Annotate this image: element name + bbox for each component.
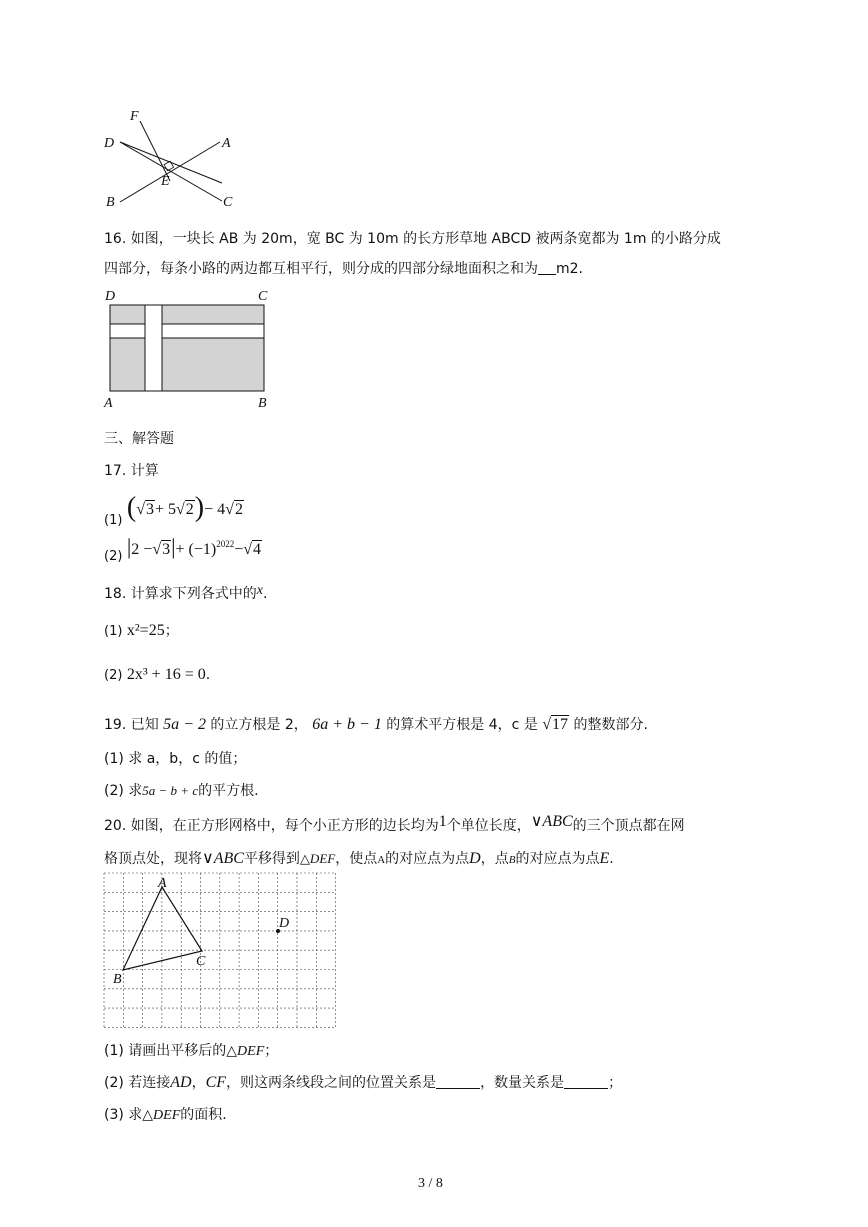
line-dc [120, 142, 222, 201]
q20-l1-a: 20. 如图，在正方形网格中，每个小正方形的边长均为 [104, 818, 439, 834]
label-a: A [104, 396, 113, 411]
q19-part1: (1) 求 a，b，c 的值； [104, 751, 247, 767]
q19-expr2: 6a + b − 1 [312, 716, 382, 733]
q20-s3-pre: (3) 求 [104, 1107, 143, 1123]
q20-s2-mid2: ，数量关系是 [480, 1075, 565, 1091]
q18-eq2: 2x³ + 16 = 0 [126, 666, 206, 683]
q20-l2-c: ，使点 [335, 851, 378, 867]
q20-l2-def: △DEF [299, 851, 336, 866]
q18-title-text: 18. 计算求下列各式中的 [104, 586, 257, 602]
q20-s2-ad: AD [170, 1074, 192, 1091]
q18-eq2-end: . [205, 667, 211, 683]
label-d: D [279, 916, 290, 931]
q20-s1-pre: (1) 请画出平移后的 [104, 1043, 227, 1059]
q20-l1-c: 的三个顶点都在网 [572, 818, 685, 834]
q16-line2 [104, 258, 583, 278]
page-number: 3 / 8 [418, 1176, 443, 1191]
q20-l1-b: 个单位长度， [446, 818, 531, 834]
figure-20-grid [104, 873, 336, 1028]
q20-s3-def: △DEF [142, 1108, 181, 1123]
sqrt17: 17 [552, 716, 569, 733]
q20-part3 [104, 1104, 227, 1124]
q20-part1 [104, 1040, 278, 1060]
figure-16-lawn [100, 285, 275, 410]
q17-part1: (1) (√3+ 5√2)− 4√2 [104, 492, 243, 528]
q19-part2-expr: 5a − b + c [142, 783, 199, 798]
label-b: B [113, 972, 122, 987]
q20-l2-b: 平移得到 [243, 851, 300, 867]
label-d: D [105, 289, 116, 304]
path-vertical [145, 305, 162, 391]
q19-expr1: 5a − 2 [163, 716, 206, 733]
path-horizontal [110, 324, 264, 338]
q17-e2-a: 2 − [131, 541, 153, 558]
q20-l2-pointe: E [599, 850, 610, 867]
q17-exponent: 2022 [216, 539, 235, 549]
q20-l2-g: . [609, 851, 614, 867]
sqrt2-a: 2 [185, 501, 194, 518]
q20-l2-pointd: D [469, 850, 481, 867]
q18-eq1-end: ； [164, 623, 179, 639]
q20-l2-f: 的对应点为点 [515, 851, 600, 867]
q19-t1: 的立方根是 2， [210, 717, 308, 733]
q17-e1-b: + 5 [154, 501, 177, 518]
q20-s2-comma: ， [191, 1075, 206, 1091]
q19-part2 [104, 780, 259, 800]
q20-s3-post: 的面积. [180, 1107, 227, 1123]
q20-l2-e: ，点 [480, 851, 509, 867]
q18-title [104, 583, 267, 603]
q17-part2-label: (2) [104, 549, 123, 564]
q20-s2-pre: (2) 若连接 [104, 1075, 171, 1091]
sqrt2-b: 2 [234, 501, 243, 518]
q20-line2 [104, 848, 614, 868]
triangle-abc [123, 887, 202, 970]
q18-title-end: . [262, 586, 268, 602]
q20-quantity-blank[interactable] [564, 1074, 608, 1089]
q19-part2-post: 的平方根. [198, 783, 259, 799]
q17-e2-d: − [234, 541, 244, 558]
label-a: A [222, 136, 231, 151]
q16-line1: 16. 如图，一块长 AB 为 20m，宽 BC 为 10m 的长方形草地 ABCD 被两条宽都为 1m 的小路分成 [104, 231, 721, 247]
label-d: D [104, 136, 115, 151]
q20-position-blank[interactable] [436, 1074, 480, 1089]
label-c: C [223, 195, 233, 210]
q20-s2-mid: ，则这两条线段之间的位置关系是 [226, 1075, 437, 1091]
q20-s2-post: ； [608, 1075, 623, 1091]
q20-l2-a: 格顶点处，现将 [104, 851, 202, 867]
label-f: F [130, 109, 139, 124]
q17-e2-c: + (−1) [175, 541, 217, 558]
grid-lines [104, 873, 336, 1027]
label-c: C [196, 954, 206, 969]
q20-s1-post: ； [264, 1043, 279, 1059]
sqrt4: 4 [253, 541, 262, 558]
q16-line2-unit: m2. [556, 261, 583, 277]
q19-t2: 的算术平方根是 4，c 是 [386, 717, 538, 733]
q18-part1 [104, 620, 179, 640]
q19-statement: 19. 已知 5a − 2 的立方根是 2， 6a + b − 1 的算术平方根是 4，c 是 √17 的整数部分. [104, 716, 648, 733]
sqrt3: 3 [145, 501, 154, 518]
q17-part1-label: (1) [104, 513, 123, 528]
q17-e1-d: − 4 [204, 501, 226, 518]
figure-15-intersecting-lines [100, 105, 240, 210]
q20-l2-pointb: B [508, 854, 516, 866]
sqrt3-b: 3 [162, 541, 171, 558]
lawn-outline [110, 305, 264, 391]
label-b: B [106, 195, 115, 210]
q20-s1-def: △DEF [226, 1044, 265, 1059]
label-e: E [161, 174, 170, 189]
label-a: A [158, 876, 167, 891]
path-cross-fill [146, 325, 162, 338]
q20-line1 [104, 815, 685, 835]
q20-l2-pointa: A [377, 854, 386, 866]
q18-var: x [256, 583, 263, 598]
q20-l2-d: 的对应点为点 [385, 851, 470, 867]
q20-l2-tri: ∨ABC [202, 850, 244, 867]
label-b: B [258, 396, 267, 411]
q16-line2-text: 四部分，每条小路的两边都互相平行，则分成的四部分绿地面积之和为 [104, 261, 538, 277]
q20-l1-one: 1 [438, 813, 447, 830]
q16-answer-blank[interactable] [538, 260, 556, 275]
q20-s2-cf: CF [205, 1074, 227, 1091]
q19-t3: 的整数部分. [573, 717, 648, 733]
q18-eq1: x²=25 [126, 622, 165, 639]
q20-l1-tri: ∨ABC [530, 813, 573, 830]
q18-part1-label: (1) [104, 624, 123, 639]
q17-title: 17. 计算 [104, 463, 159, 479]
q18-part2-label: (2) [104, 668, 123, 683]
line-fe [140, 121, 170, 181]
q19-pre: 19. 已知 [104, 717, 159, 733]
q18-part2 [104, 666, 210, 684]
q17-part2: (2) $|2 -√3|+ (-1)^{2022}-√4$ [104, 534, 262, 564]
q19-part2-pre: (2) 求 [104, 783, 143, 799]
label-c: C [258, 289, 268, 304]
q20-part2 [104, 1072, 622, 1092]
section-title: 三、解答题 [104, 431, 174, 447]
